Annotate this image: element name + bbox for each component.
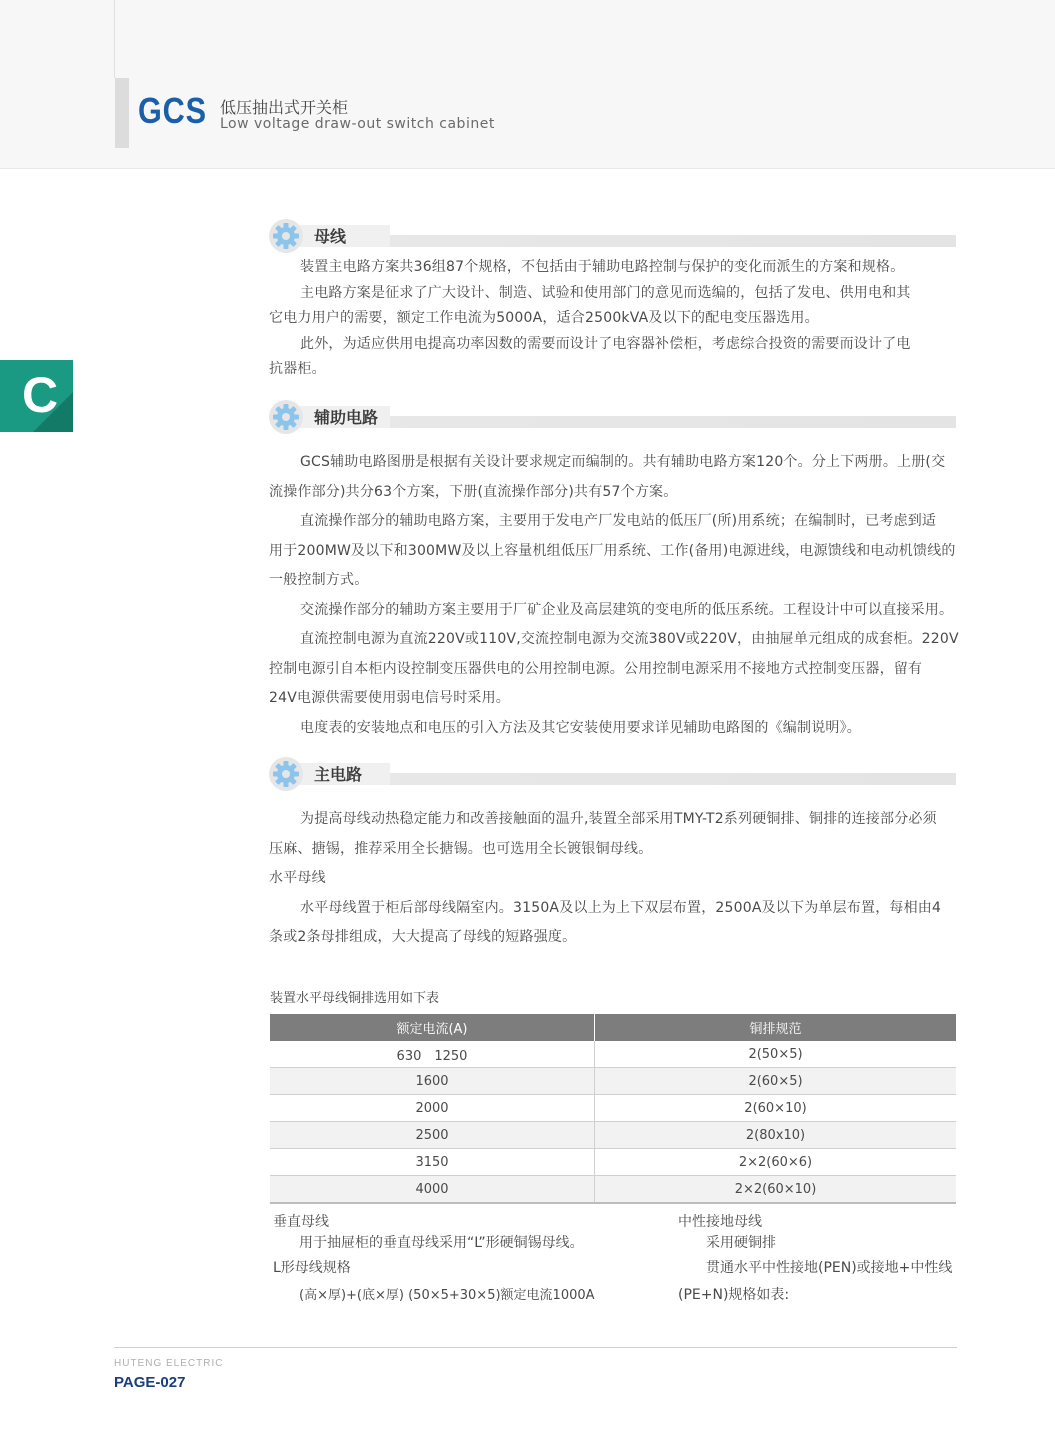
- footer-brand: HUTENG ELECTRIC: [114, 1358, 224, 1369]
- table-row: [270, 1149, 956, 1176]
- table-cell: 4000: [270, 1176, 595, 1204]
- text-line: 条或2条母排组成，大大提高了母线的短路强度。: [269, 929, 577, 945]
- section-heading-busbar: [268, 218, 956, 254]
- table-row: [270, 1068, 956, 1095]
- page-header: [0, 0, 1055, 169]
- page-number: PAGE-027: [114, 1374, 186, 1391]
- text-line: 直流控制电源为直流220V或110V,交流控制电源为交流380V或220V，由抽屉单元组成的成套柜。220V: [300, 631, 959, 647]
- neutral-busbar-text: 采用硬铜排: [706, 1235, 776, 1251]
- table-cell: 2×2(60×6): [595, 1149, 957, 1176]
- text-line: 压麻、搪锡，推荐采用全长搪锡。也可选用全长镀银铜母线。: [269, 840, 653, 857]
- section-title: 母线: [314, 227, 347, 246]
- text-line: 水平母线置于柜后部母线隔室内。3150A及以上为上下双层布置，2500A及以下为单层布置，每相由4: [300, 899, 942, 916]
- text-line: 水平母线: [269, 870, 326, 886]
- header-divider: [114, 0, 115, 78]
- table-cell: 2000: [270, 1095, 595, 1122]
- text-line: 流操作部分)共分63个方案，下册(直流操作部分)共有57个方案。: [269, 483, 678, 500]
- busbar-spec-table: [270, 1014, 956, 1204]
- chapter-tab: [0, 360, 73, 432]
- section-heading-main: [268, 756, 956, 792]
- table-row: [270, 1122, 956, 1149]
- text-line: 主电路方案是征求了广大设计、制造、试验和使用部门的意见而选编的，包括了发电、供用电和其: [300, 284, 911, 301]
- column-header-rated-current: 额定电流(A): [270, 1014, 595, 1041]
- section-title: 主电路: [314, 765, 363, 784]
- text-line: 为提高母线动热稳定能力和改善接触面的温升,装置全部采用TMY-T2系列硬铜排、铜排的连接部分必须: [300, 811, 937, 827]
- table-cell: 3150: [270, 1149, 595, 1176]
- l-busbar-title: L形母线规格: [273, 1260, 351, 1276]
- table-row: [270, 1176, 956, 1204]
- gear-icon: [268, 399, 304, 435]
- vertical-busbar-title: 垂直母线: [273, 1214, 329, 1230]
- table-cell: 630 1250: [270, 1041, 595, 1068]
- table-row: [270, 1095, 956, 1122]
- page-title-en: Low voltage draw-out switch cabinet: [220, 116, 495, 132]
- vertical-busbar-text: 用于抽屉柜的垂直母线采用“L”形硬铜锡母线。: [299, 1235, 584, 1251]
- aux-paragraphs: [269, 451, 959, 746]
- table-caption: 装置水平母线铜排选用如下表: [270, 991, 440, 1006]
- text-line: 装置主电路方案共36组87个规格，不包括由于辅助电路控制与保护的变化而派生的方案和规格。: [300, 259, 905, 275]
- neutral-busbar-text: 贯通水平中性接地(PEN)或接地+中性线: [706, 1260, 953, 1276]
- table-cell: 2(60×5): [595, 1068, 957, 1095]
- page-title-cn: 低压抽出式开关柜: [220, 98, 349, 117]
- busbar-paragraphs: [269, 256, 959, 384]
- column-header-copper-spec: 铜排规范: [595, 1014, 957, 1041]
- text-line: 此外，为适应供用电提高功率因数的需要而设计了电容器补偿柜，考虑综合投资的需要而设计了电: [300, 335, 911, 352]
- table-row: [270, 1041, 956, 1068]
- table-cell: 2500: [270, 1122, 595, 1149]
- section-title: 辅助电路: [314, 408, 379, 427]
- main-paragraphs: [269, 808, 959, 956]
- table-cell: 2×2(60×10): [595, 1176, 957, 1204]
- text-line: GCS辅助电路图册是根据有关设计要求规定而编制的。共有辅助电路方案120个。分上下两册。上册(交: [300, 454, 946, 470]
- text-line: 电度表的安装地点和电压的引入方法及其它安装使用要求详见辅助电路图的《编制说明》。: [300, 719, 861, 736]
- text-line: 抗器柜。: [269, 361, 326, 377]
- gear-icon: [268, 756, 304, 792]
- text-line: 直流操作部分的辅助电路方案，主要用于发电产厂发电站的低压厂(所)用系统；在编制时，已考虑到适: [300, 513, 937, 529]
- footer-divider: [114, 1347, 957, 1348]
- table-cell: 1600: [270, 1068, 595, 1095]
- text-line: 交流操作部分的辅助方案主要用于厂矿企业及高层建筑的变电所的低压系统。工程设计中可以直接采用。: [300, 601, 954, 618]
- neutral-busbar-text: (PE+N)规格如表:: [678, 1287, 790, 1303]
- header-accent-bar: [115, 78, 129, 148]
- table-cell: 2(50×5): [595, 1041, 957, 1068]
- table-cell: 2(80x10): [595, 1122, 957, 1149]
- product-logo: GCS: [138, 90, 207, 131]
- neutral-busbar-title: 中性接地母线: [678, 1214, 762, 1230]
- text-line: 用于200MW及以下和300MW及以上容量机组低压厂用系统、工作(备用)电源进线，电源馈线和电动机馈线的: [269, 542, 956, 559]
- table-cell: 2(60×10): [595, 1095, 957, 1122]
- chapter-letter: C: [22, 367, 59, 423]
- text-line: 24V电源供需要使用弱电信号时采用。: [269, 690, 510, 706]
- table-header-row: [270, 1014, 956, 1041]
- gear-icon: [268, 218, 304, 254]
- text-line: 一般控制方式。: [269, 572, 369, 588]
- text-line: 它电力用户的需要，额定工作电流为5000A，适合2500kVA及以下的配电变压器选用。: [269, 310, 819, 326]
- section-heading-aux: [268, 399, 956, 435]
- l-busbar-formula: (高×厚)+(底×厚) (50×5+30×5)额定电流1000A: [299, 1288, 595, 1303]
- text-line: 控制电源引自本柜内设控制变压器供电的公用控制电源。公用控制电源采用不接地方式控制变压器，留有: [269, 660, 923, 677]
